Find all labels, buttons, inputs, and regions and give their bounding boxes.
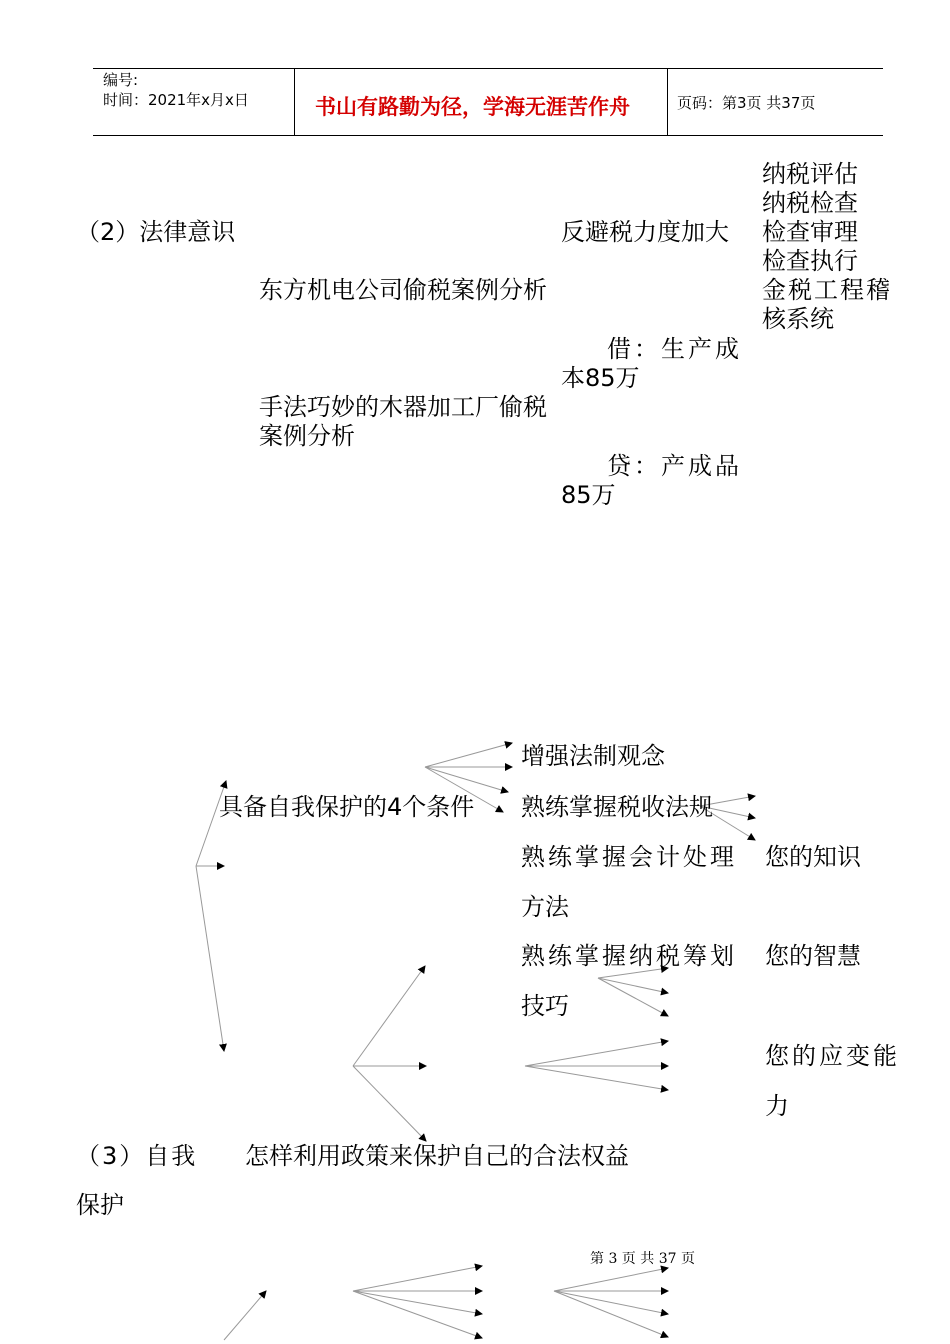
section3-question: 怎样利用政策来保护自己的合法权益: [245, 1142, 629, 1170]
section2-title: （2）法律意识: [76, 218, 236, 246]
measure-item: 检查审理: [762, 218, 858, 246]
credit-line-a: 贷：产成品: [607, 452, 742, 480]
debit-line-b: 本85万: [561, 364, 640, 392]
condition-item: 熟练掌握纳税筹划: [521, 942, 737, 970]
measure-item: 纳税检查: [762, 189, 858, 217]
header-time-label: 时间：2021年x月x日: [103, 91, 249, 109]
quality-item: 力: [765, 1092, 789, 1120]
header-motto: 书山有路勤为径，学海无涯苦作舟: [315, 95, 630, 119]
case-woodwork: 手法巧妙的木器加工厂偷税案例分析: [259, 393, 547, 450]
credit-line-b: 85万: [561, 481, 616, 509]
anti-avoidance-text: 反避税力度加大: [561, 218, 729, 246]
condition-item: 技巧: [521, 992, 569, 1020]
footer-page-number: 第 3 页 共 37 页: [590, 1251, 695, 1267]
debit-line-a: 借：生产成: [607, 335, 742, 363]
case-dongfang: 东方机电公司偷税案例分析: [259, 276, 547, 304]
measure-item: 核系统: [762, 305, 834, 333]
quality-item: 您的智慧: [765, 942, 861, 970]
condition-item: 熟练掌握会计处理: [521, 843, 737, 871]
section3-title-a: （3）自我: [76, 1142, 198, 1170]
diagram-root-label: 具备自我保护的4个条件: [219, 793, 475, 821]
measure-item: 纳税评估: [762, 160, 858, 188]
quality-item: 您的应变能: [765, 1042, 900, 1070]
quality-item: 您的知识: [765, 843, 861, 871]
measure-item: 金税工程稽: [762, 276, 892, 304]
condition-item: 增强法制观念: [521, 742, 665, 770]
section3-title-b: 保护: [76, 1191, 124, 1219]
header-number-label: 编号:: [103, 71, 139, 89]
measure-item: 检查执行: [762, 247, 858, 275]
header-page-label: 页码：第3页 共37页: [677, 94, 816, 112]
condition-item: 熟练掌握税收法规: [521, 793, 713, 821]
condition-item: 方法: [521, 893, 569, 921]
